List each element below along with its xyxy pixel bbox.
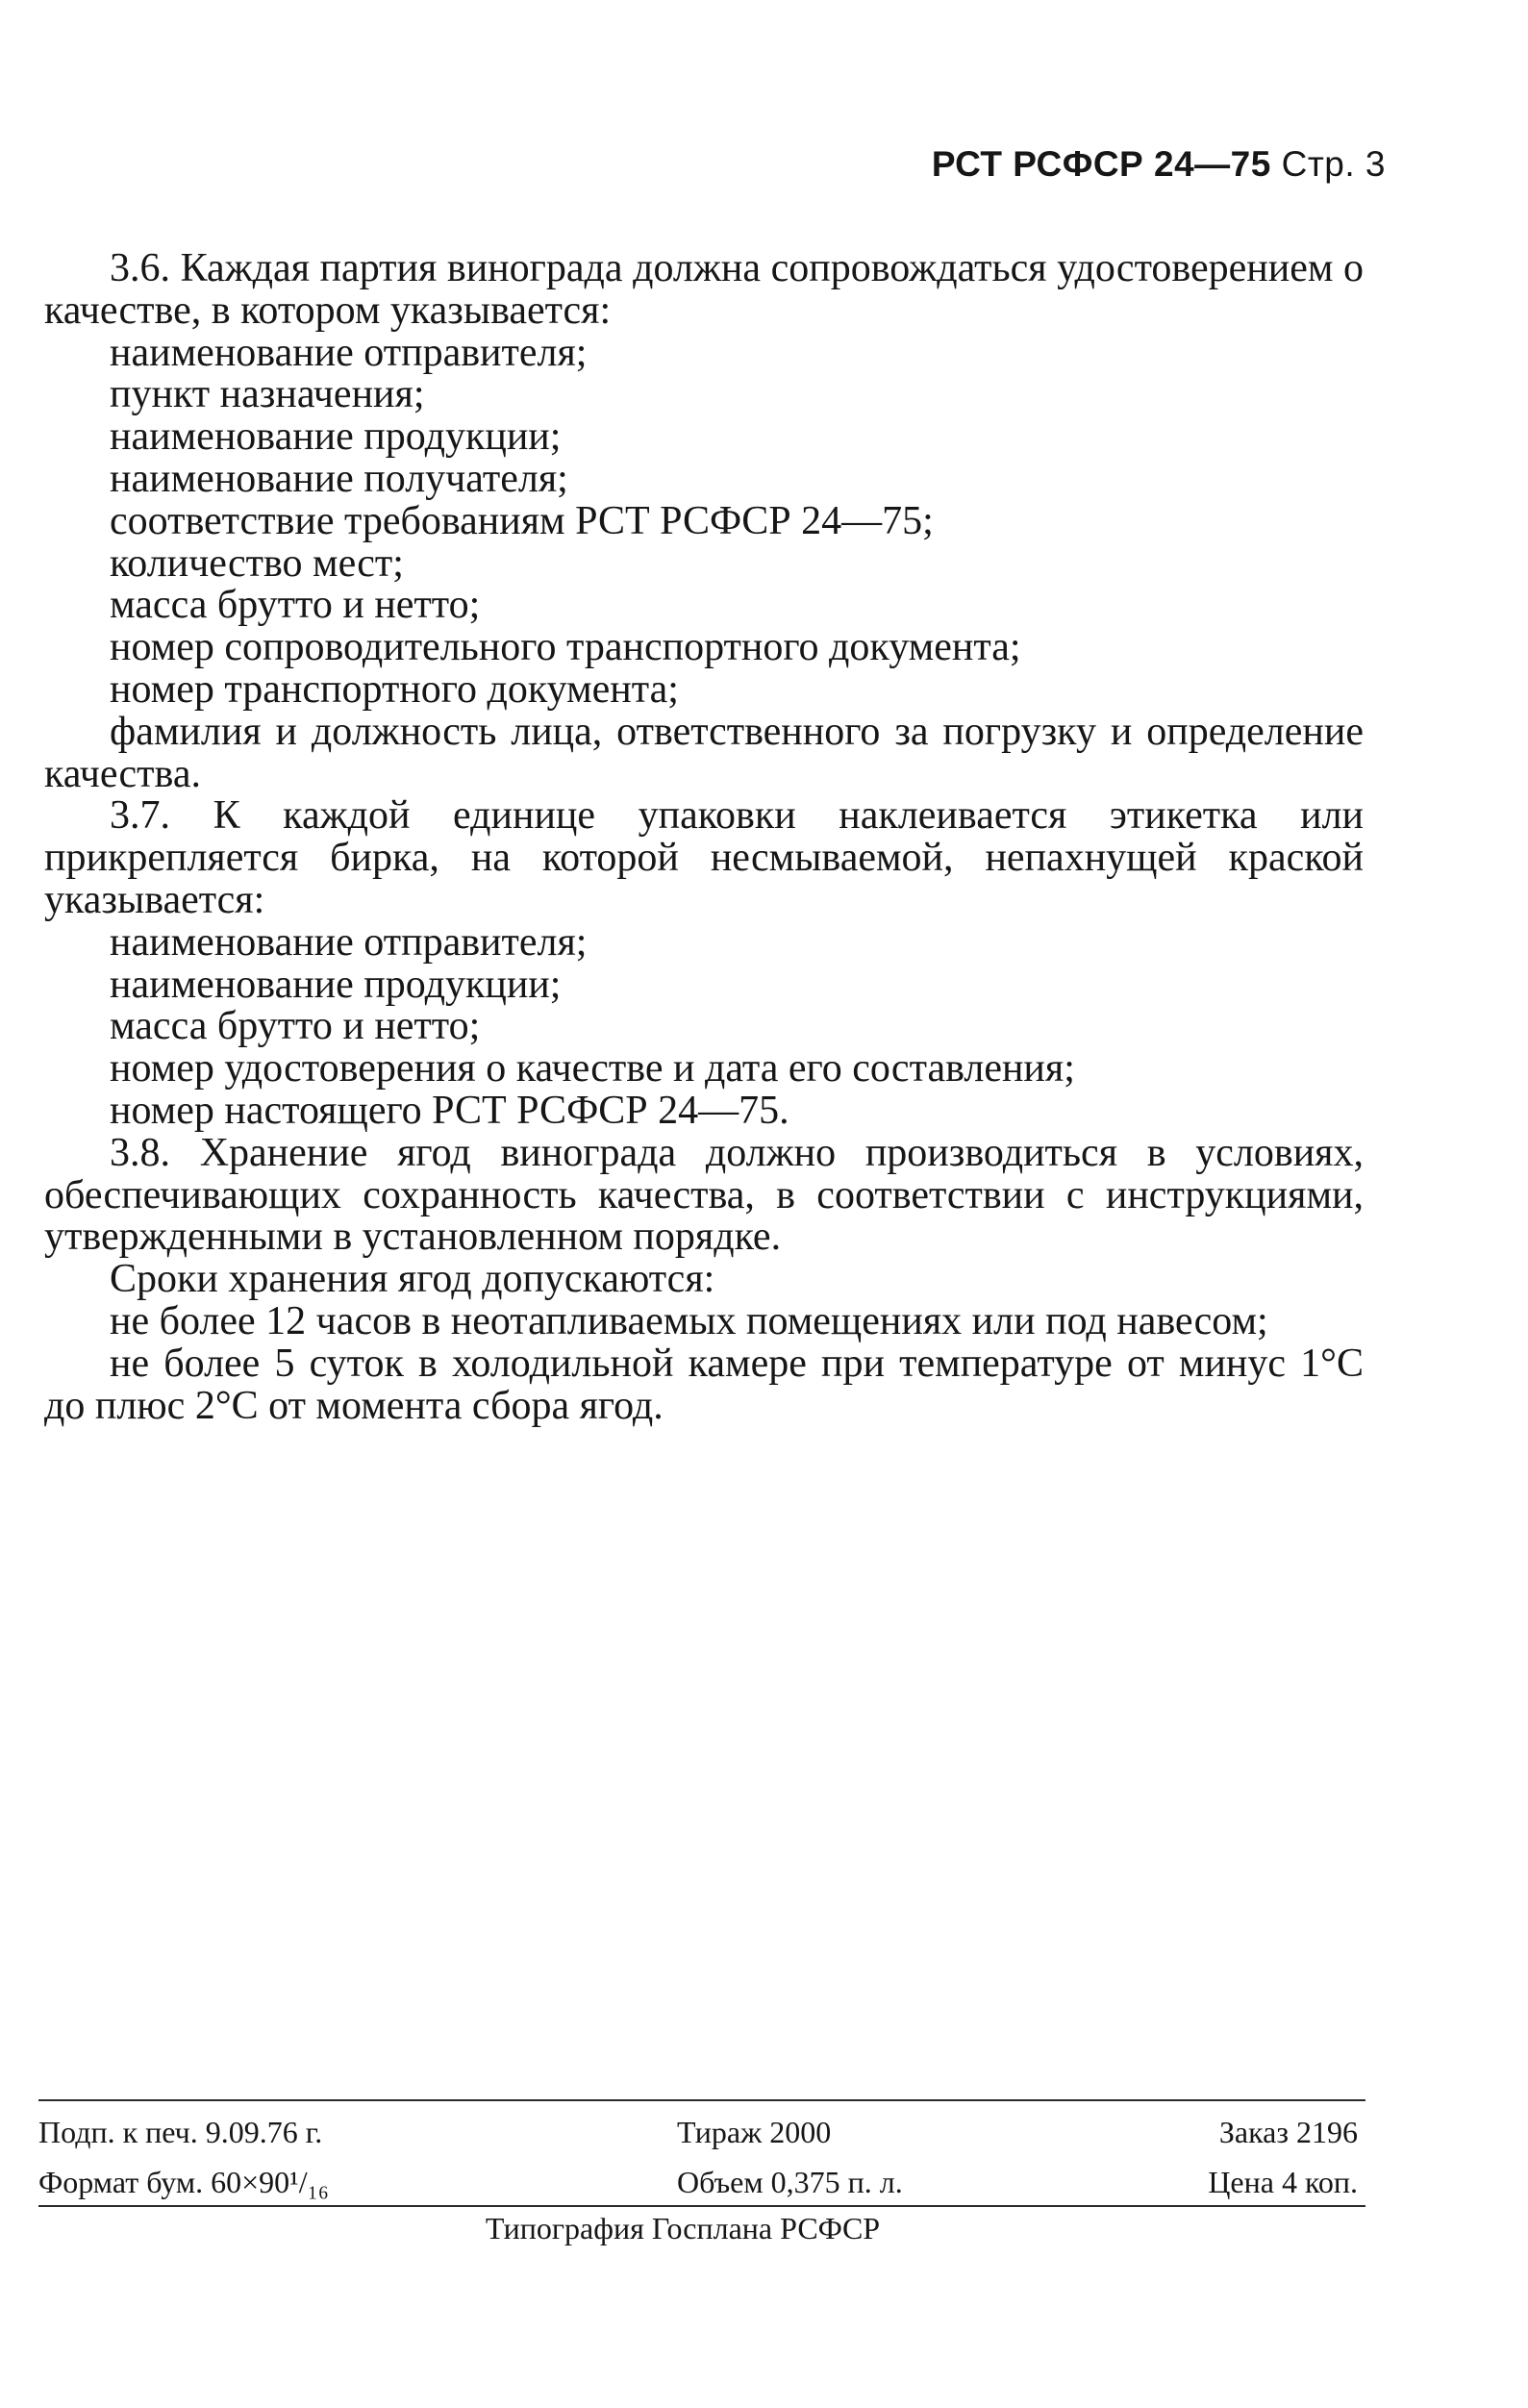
standard-number: РСТ РСФСР 24—75 bbox=[931, 144, 1271, 184]
list-item: масса брутто и нетто; bbox=[110, 583, 481, 628]
list-item: наименование получателя; bbox=[110, 456, 568, 501]
price: Цена 4 коп. bbox=[1208, 2165, 1358, 2199]
list-item: номер настоящего РСТ РСФСР 24—75. bbox=[110, 1088, 789, 1133]
list-item: масса брутто и нетто; bbox=[110, 1004, 481, 1049]
list-item: не более 12 часов в неотапливаемых помещениях или под навесом; bbox=[110, 1298, 1268, 1343]
running-head bbox=[932, 144, 1386, 185]
volume: Объем 0,375 п. л. bbox=[677, 2165, 903, 2199]
list-item: наименование продукции; bbox=[110, 414, 562, 460]
section-3-7-intro: 3.7. К каждой единице упаковки наклеивается этикетка или прикрепляется бирка, на которой несмываемой, непахнущей краской указывается: bbox=[44, 793, 1364, 922]
imprint-row-2 bbox=[38, 2165, 1365, 2205]
imprint-block bbox=[38, 2099, 1365, 2246]
list-item: фамилия и должность лица, ответственного за погрузку и определение качества. bbox=[44, 709, 1364, 796]
list-item: соответствие требованиям РСТ РСФСР 24—75; bbox=[110, 498, 934, 543]
list-item: наименование отправителя; bbox=[110, 919, 588, 965]
section-3-8-intro: 3.8. Хранение ягод винограда должно производиться в условиях, обеспечивающих сохранность качества, в соответствии с инструкциями, утвержденными в установленном порядке. bbox=[44, 1130, 1364, 1260]
circulation: Тираж 2000 bbox=[677, 2115, 832, 2149]
storage-terms-heading: Сроки хранения ягод допускаются: bbox=[110, 1257, 715, 1302]
signed-to-print: Подп. к печ. 9.09.76 г. bbox=[38, 2115, 323, 2149]
body-text bbox=[44, 248, 1364, 1427]
imprint-row-1 bbox=[38, 2115, 1365, 2165]
list-item: наименование отправителя; bbox=[110, 330, 588, 375]
section-3-6-intro: 3.6. Каждая партия винограда должна сопровождаться удостоверением о качестве, в котором указывается: bbox=[44, 246, 1364, 333]
list-item: номер транспортного документа; bbox=[110, 666, 679, 712]
list-item: наименование продукции; bbox=[110, 962, 562, 1007]
order-number: Заказ 2196 bbox=[1218, 2115, 1358, 2149]
list-item: пункт назначения; bbox=[110, 372, 425, 417]
imprint-top-rule bbox=[38, 2099, 1365, 2101]
page-number: Стр. 3 bbox=[1281, 144, 1386, 184]
list-item: не более 5 суток в холодильной камере при температуре от минус 1°С до плюс 2°С от момента сбора ягод. bbox=[44, 1341, 1364, 1428]
imprint-bottom-rule bbox=[38, 2205, 1365, 2207]
list-item: номер сопроводительного транспортного документа; bbox=[110, 625, 1021, 670]
paper-format: Формат бум. 60×90¹/₁₆ bbox=[38, 2165, 329, 2199]
list-item: количество мест; bbox=[110, 540, 404, 586]
printing-house: Типография Госплана РСФСР bbox=[485, 2211, 881, 2245]
list-item: номер удостоверения о качестве и дата его составления; bbox=[110, 1046, 1075, 1091]
